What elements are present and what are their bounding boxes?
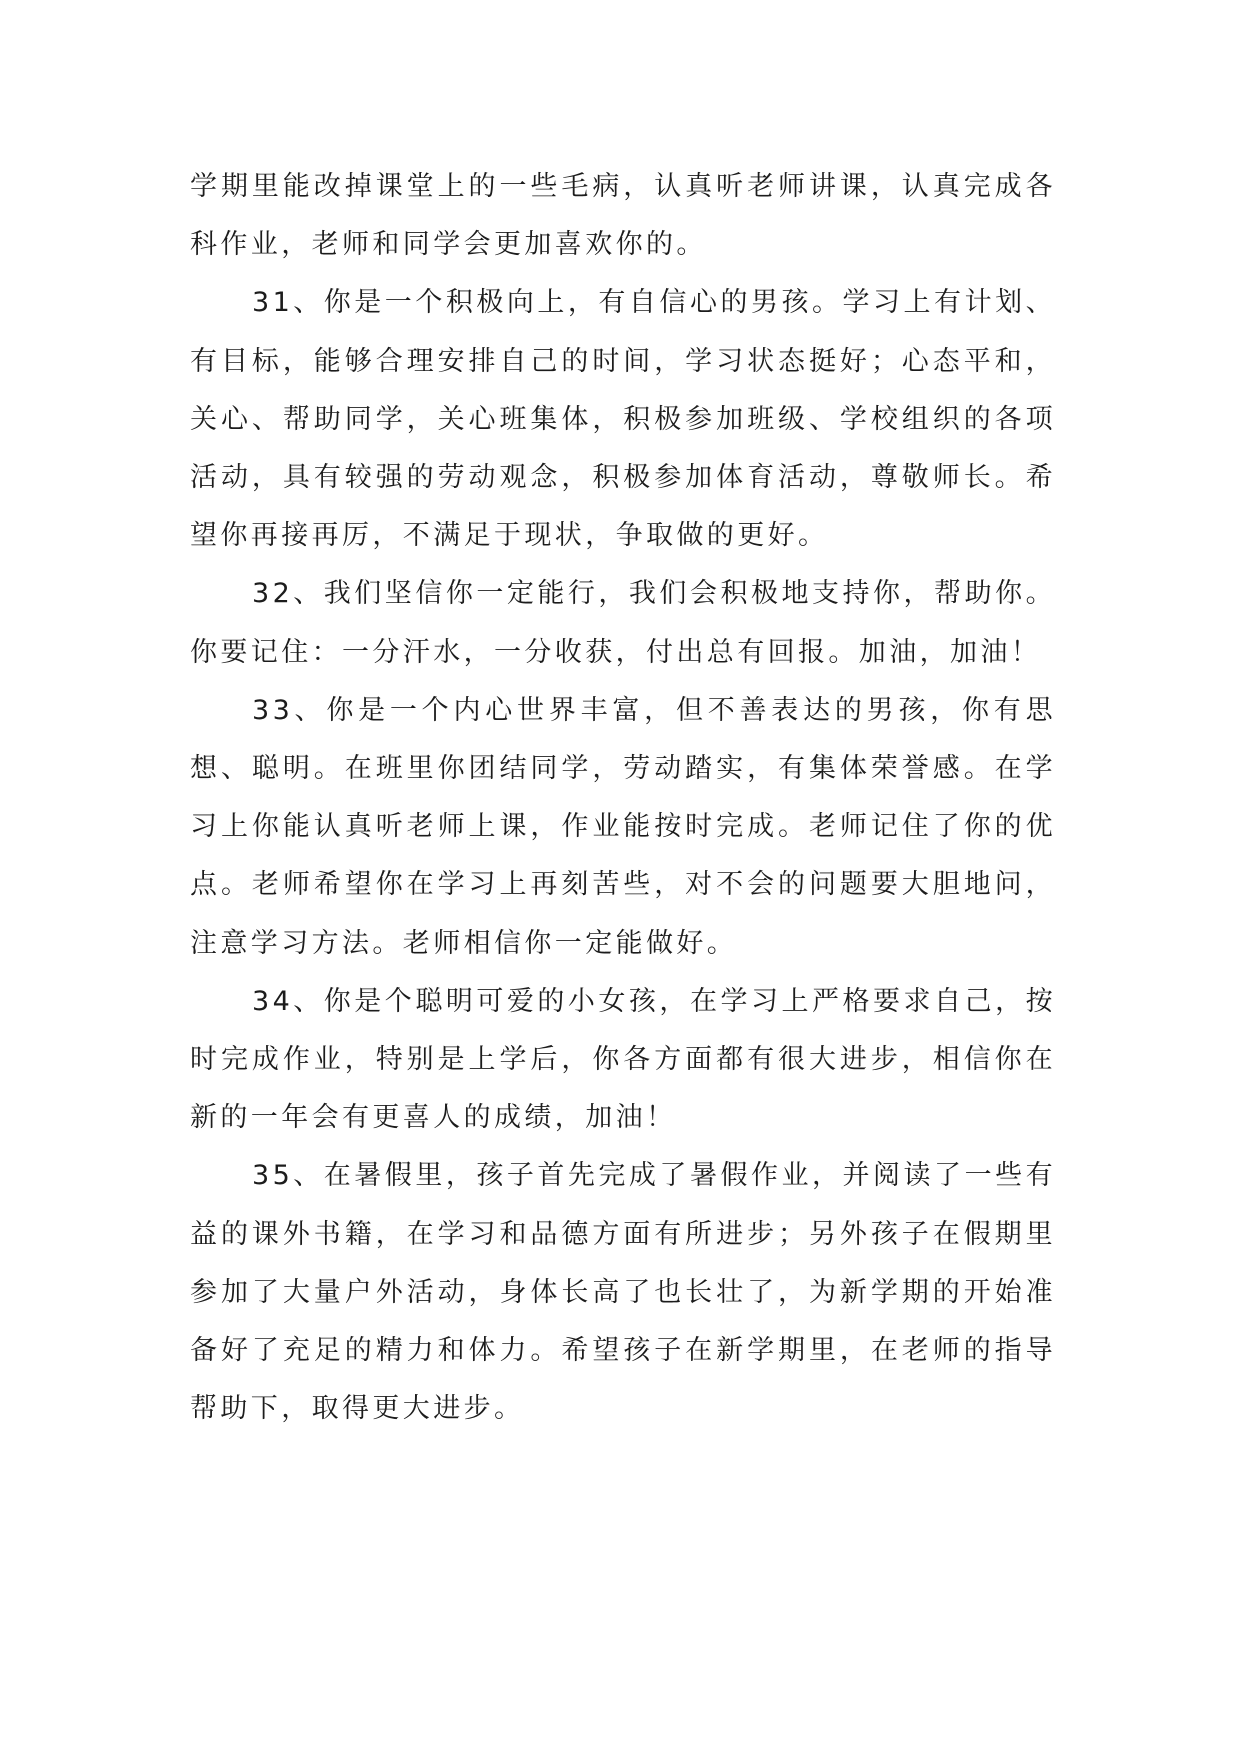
paragraph-31: 31、你是一个积极向上，有自信心的男孩。学习上有计划、有目标，能够合理安排自己的时间，学习状态挺好；心态平和，关心、帮助同学，关心班集体，积极参加班级、学校组织的各项活动，具有较强的劳动观念，积极参加体育活动，尊敬师长。希望你再接再厉，不满足于现状，争取做的更好。 [190, 287, 1056, 552]
paragraph-34: 34、你是个聪明可爱的小女孩，在学习上严格要求自己，按时完成作业，特别是上学后，你各方面都有很大进步，相信你在新的一年会有更喜人的成绩，加油！ [190, 985, 1056, 1134]
paragraph-35: 35、在暑假里，孩子首先完成了暑假作业，并阅读了一些有益的课外书籍，在学习和品德方面有所进步；另外孩子在假期里参加了大量户外活动，身体长高了也长壮了，为新学期的开始准备好了充足的精力和体力。希望孩子在新学期里，在老师的指导帮助下，取得更大进步。 [190, 1160, 1056, 1425]
document-body [190, 158, 1056, 1438]
paragraph-continuation: 学期里能改掉课堂上的一些毛病，认真听老师讲课，认真完成各科作业，老师和同学会更加喜欢你的。 [190, 171, 1056, 261]
paragraph-32: 32、我们坚信你一定能行，我们会积极地支持你，帮助你。你要记住：一分汗水，一分收获，付出总有回报。加油，加油！ [190, 578, 1056, 668]
paragraph-33: 33、你是一个内心世界丰富，但不善表达的男孩，你有思想、聪明。在班里你团结同学，劳动踏实，有集体荣誉感。在学习上你能认真听老师上课，作业能按时完成。老师记住了你的优点。老师希望你在学习上再刻苦些，对不会的问题要大胆地问，注意学习方法。老师相信你一定能做好。 [190, 694, 1056, 959]
